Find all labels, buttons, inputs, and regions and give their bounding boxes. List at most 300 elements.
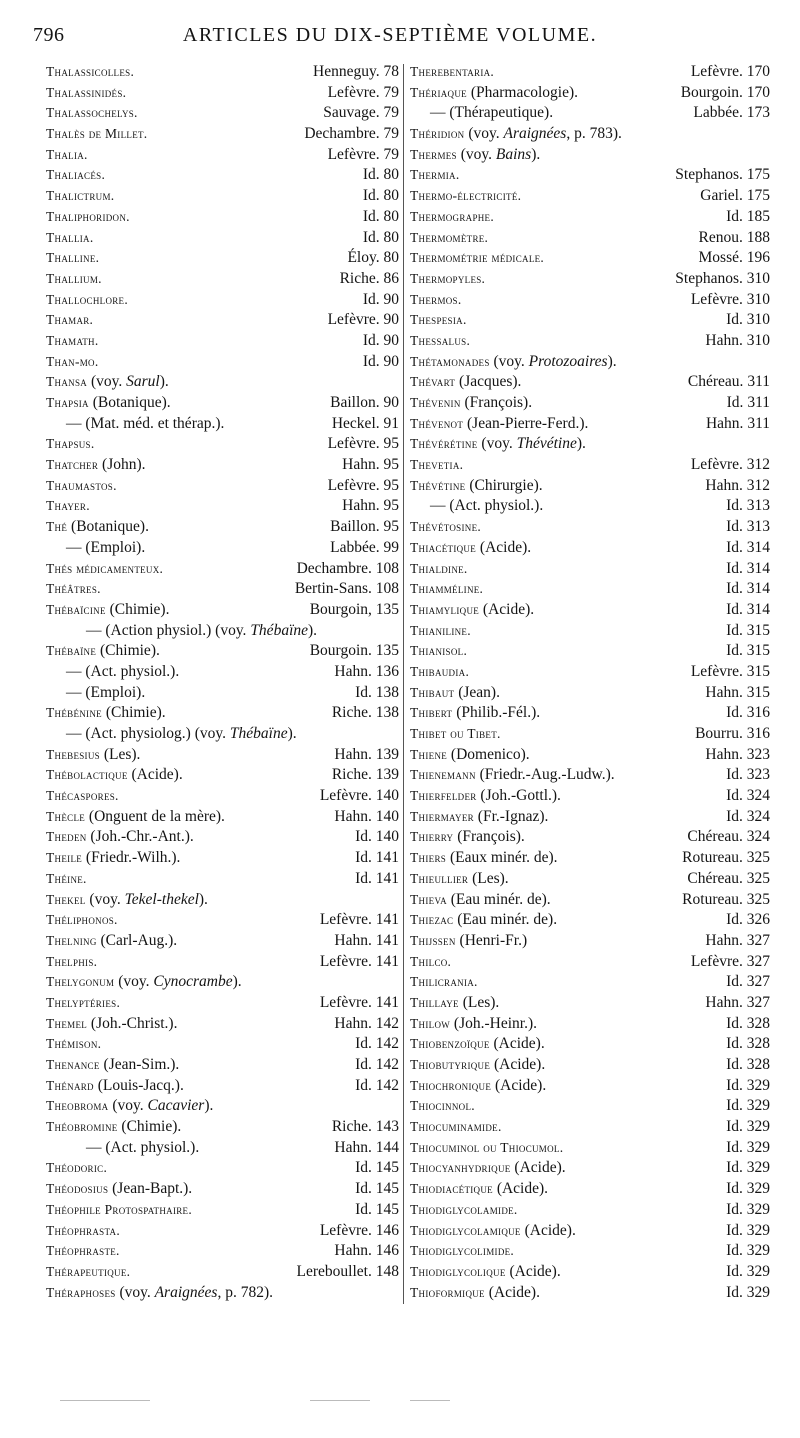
entry-author: Chéreau. <box>687 828 743 846</box>
entry-author: Id. <box>726 1221 743 1239</box>
entry-page: 329 <box>746 1221 770 1239</box>
index-entry <box>46 269 399 290</box>
entry-page: 95 <box>383 476 399 494</box>
index-column-right <box>410 62 770 1303</box>
entry-author-page <box>705 331 770 352</box>
index-entry <box>410 600 770 621</box>
entry-author-page <box>342 455 399 476</box>
index-entry <box>410 641 770 662</box>
entry-headword: Thiermayer <box>410 808 474 824</box>
entry-author-page <box>355 827 399 848</box>
index-entry <box>410 745 770 766</box>
index-entry <box>46 807 399 828</box>
index-entry <box>410 496 770 517</box>
entry-dash: — <box>66 683 82 701</box>
entry-subject: (Acide). <box>491 1076 547 1094</box>
entry-author: Id. <box>726 1076 743 1094</box>
entry-author-page <box>688 372 770 393</box>
entry-subject: (Jacques). <box>455 373 522 391</box>
entry-page: 311 <box>747 373 770 391</box>
entry-author-page <box>726 910 770 931</box>
entry-page: 310 <box>746 269 770 287</box>
entry-author-page <box>726 207 770 228</box>
entry-headword: Thiodiglycolimide. <box>410 1243 515 1259</box>
entry-page: 170 <box>746 63 770 80</box>
entry-page: 138 <box>375 683 399 701</box>
entry-headword: Thermopyles. <box>410 270 486 286</box>
entry-author-page <box>328 145 399 166</box>
index-entry <box>410 83 770 104</box>
entry-page: 146 <box>375 1242 399 1260</box>
entry-ref-tail: ). <box>576 435 586 453</box>
index-entry <box>46 1200 399 1221</box>
index-entry <box>46 869 399 890</box>
entry-author-page <box>330 517 399 538</box>
index-entry <box>46 910 399 931</box>
entry-text <box>46 1262 130 1283</box>
entry-author-page <box>330 393 399 414</box>
entry-text <box>410 248 544 269</box>
entry-author: Id. <box>355 1076 372 1094</box>
index-entry <box>410 124 770 145</box>
entry-page: 140 <box>375 807 399 825</box>
index-entry <box>46 621 399 642</box>
entry-subject: (Friedr.-Aug.-Ludw.). <box>475 766 615 784</box>
entry-page: 138 <box>375 704 399 722</box>
entry-author-page <box>705 476 770 497</box>
footer-rule-marks <box>60 1400 760 1406</box>
entry-headword: Thapsia <box>46 395 89 410</box>
entry-headword: Thalictrum. <box>46 188 115 204</box>
entry-page: 329 <box>746 1200 770 1218</box>
entry-headword: Thénard <box>46 1077 94 1093</box>
entry-text <box>46 414 224 435</box>
entry-author: Id. <box>726 973 743 991</box>
entry-page: 141 <box>375 931 399 949</box>
entry-author-page <box>726 1200 770 1221</box>
entry-author-page <box>726 621 770 642</box>
index-entry <box>410 228 770 249</box>
index-entry <box>46 372 399 393</box>
entry-headword: Thalès de Millet. <box>46 126 148 142</box>
entry-headword: Thévérétine <box>410 436 478 452</box>
entry-author-page <box>726 807 770 828</box>
entry-subject: (Action physiol.) (voy. <box>101 621 251 639</box>
index-entry <box>410 1179 770 1200</box>
entry-text <box>410 83 578 104</box>
index-entry <box>46 455 399 476</box>
index-entry <box>46 434 399 455</box>
entry-page: 314 <box>746 559 770 577</box>
entry-text <box>46 786 119 807</box>
entry-text <box>410 683 500 704</box>
entry-headword: Thieullier <box>410 870 469 886</box>
entry-author: Hahn. <box>705 931 743 949</box>
entry-text <box>410 1096 475 1117</box>
entry-author-page <box>342 496 399 517</box>
entry-author-page <box>313 62 399 83</box>
entry-text <box>46 310 93 331</box>
entry-headword: Théophraste. <box>46 1243 120 1259</box>
entry-page: 310 <box>746 311 770 329</box>
entry-text <box>410 1138 563 1159</box>
index-entry <box>410 310 770 331</box>
entry-headword: Thibert <box>410 705 453 721</box>
entry-page: 327 <box>746 993 770 1011</box>
entry-page: 329 <box>746 1138 770 1156</box>
entry-page: 324 <box>746 787 770 805</box>
entry-text <box>46 1034 101 1055</box>
index-entry <box>46 62 399 83</box>
entry-author-page <box>295 579 399 600</box>
entry-page: 328 <box>746 1056 770 1073</box>
index-entry <box>46 393 399 414</box>
entry-headword: Thermomètre. <box>410 229 489 245</box>
entry-author: Hahn. <box>705 993 743 1011</box>
entry-author: Hahn. <box>334 931 372 949</box>
entry-page: 329 <box>746 1180 770 1198</box>
entry-text <box>410 228 488 249</box>
entry-text <box>46 931 177 952</box>
entry-text <box>46 1179 192 1200</box>
entry-text <box>46 662 179 683</box>
entry-text <box>410 890 551 911</box>
entry-author: Id. <box>726 1242 743 1260</box>
index-entry <box>410 517 770 538</box>
entry-page: 327 <box>746 931 770 949</box>
entry-headword: Thermia. <box>410 167 460 183</box>
entry-page: 139 <box>375 766 399 784</box>
entry-page: 142 <box>375 1076 399 1094</box>
entry-text <box>410 1034 545 1055</box>
entry-text <box>410 496 543 517</box>
entry-author: Lefèvre. <box>690 662 743 680</box>
entry-author: Heckel. <box>331 414 380 432</box>
entry-headword: Thémison. <box>46 1036 102 1052</box>
index-entry <box>410 765 770 786</box>
entry-author: Hahn. <box>334 662 372 680</box>
entry-author: Hahn. <box>334 1014 372 1032</box>
index-entry <box>46 579 399 600</box>
entry-page: 140 <box>375 787 399 805</box>
entry-author-page <box>363 207 399 228</box>
entry-author-page <box>363 331 399 352</box>
entry-headword: Thijssen <box>410 932 456 948</box>
index-entry <box>46 228 399 249</box>
entry-author: Id. <box>726 559 743 577</box>
entry-headword: Théraphoses <box>46 1284 116 1300</box>
entry-crossref: Thévétine <box>516 435 577 453</box>
index-entry <box>410 1055 770 1076</box>
entry-author: Lefèvre. <box>327 435 380 453</box>
entry-author-page <box>320 786 399 807</box>
index-entry <box>410 703 770 724</box>
entry-page: 143 <box>375 1118 399 1136</box>
entry-author: Gariel. <box>700 187 743 205</box>
entry-author: Mossé. <box>698 249 743 267</box>
index-entry <box>46 1241 399 1262</box>
entry-author: Id. <box>355 869 372 887</box>
entry-text <box>46 1096 213 1117</box>
entry-page: 86 <box>383 269 399 287</box>
entry-author-page <box>328 310 399 331</box>
entry-author-page <box>330 538 399 559</box>
entry-headword: Thallium. <box>46 270 102 286</box>
index-entry <box>46 559 399 580</box>
entry-author: Stephanos. <box>675 269 743 287</box>
entry-text <box>46 724 297 745</box>
entry-headword: Thebesius <box>46 746 100 762</box>
index-entry <box>410 621 770 642</box>
entry-page: 79 <box>383 125 399 143</box>
entry-author-page <box>695 724 770 745</box>
entry-headword: Thibet ou Tibet. <box>410 726 501 741</box>
entry-subject: (Joh.-Heinr.). <box>450 1014 537 1032</box>
entry-page: 78 <box>383 63 399 80</box>
entry-text <box>410 62 494 83</box>
entry-subject: (Act. physiol.). <box>101 1138 200 1156</box>
index-entry <box>46 1138 399 1159</box>
entry-author: Rotureau. <box>682 849 743 867</box>
entry-text <box>46 952 97 973</box>
entry-author-page <box>705 683 770 704</box>
entry-text <box>410 434 586 455</box>
entry-headword: Théliphonos. <box>46 912 118 928</box>
entry-author: Lefèvre. <box>319 1221 372 1239</box>
entry-text <box>46 1221 120 1242</box>
entry-page: 91 <box>383 414 399 432</box>
entry-text <box>46 1283 273 1304</box>
entry-page: 315 <box>746 683 770 701</box>
entry-author: Lefèvre. <box>327 145 380 163</box>
entry-author: Labbée. <box>693 104 743 122</box>
entry-text <box>410 476 543 497</box>
entry-headword: Thelygonum <box>46 974 115 990</box>
entry-author-page <box>682 848 770 869</box>
entry-headword: Thelyptéries. <box>46 994 121 1010</box>
entry-author: Dechambre. <box>296 559 372 577</box>
entry-text <box>410 600 534 621</box>
entry-subject: (Pharmacologie). <box>466 83 578 101</box>
entry-text <box>46 393 171 414</box>
entry-author: Lefèvre. <box>690 952 743 970</box>
index-entry <box>410 1138 770 1159</box>
entry-text <box>410 1283 540 1304</box>
entry-headword: Thallia. <box>46 229 94 245</box>
index-entry <box>410 476 770 497</box>
entry-author: Hahn. <box>334 807 372 825</box>
entry-headword: Théophrasta. <box>46 1222 121 1238</box>
entry-author: Id. <box>726 600 743 618</box>
entry-author: Id. <box>726 311 743 329</box>
index-entry <box>410 1200 770 1221</box>
entry-page: 313 <box>746 497 770 515</box>
entry-ref-tail: ). <box>287 725 297 742</box>
index-entry <box>46 1117 399 1138</box>
entry-text <box>46 972 242 993</box>
entry-text <box>410 786 561 807</box>
index-entry <box>410 414 770 435</box>
index-entry <box>46 600 399 621</box>
index-entry <box>410 827 770 848</box>
entry-crossref: Araignées <box>154 1283 218 1301</box>
entry-ref-tail: ). <box>308 621 318 639</box>
entry-author-page <box>297 559 399 580</box>
entry-text <box>410 414 588 435</box>
index-entry <box>46 765 399 786</box>
entry-headword: Thatcher <box>46 457 99 473</box>
entry-text <box>410 1158 566 1179</box>
entry-author-page <box>363 352 399 373</box>
index-entry <box>46 517 399 538</box>
entry-ref-tail: ). <box>607 352 617 370</box>
entry-headword: Théâtres. <box>46 581 101 597</box>
entry-headword: Thériaque <box>410 84 467 100</box>
entry-ref-tail: ). <box>531 145 541 163</box>
index-entry <box>46 993 399 1014</box>
entry-text <box>46 993 120 1014</box>
entry-author-page <box>726 538 770 559</box>
entry-page: 136 <box>375 662 399 680</box>
index-entry <box>410 931 770 952</box>
entry-page: 329 <box>746 1118 770 1136</box>
entry-page: 90 <box>383 394 399 411</box>
entry-author-page <box>691 290 770 311</box>
entry-author-page <box>334 745 399 766</box>
entry-page: 148 <box>375 1262 399 1280</box>
entry-author-page <box>693 103 770 124</box>
entry-author-page <box>334 807 399 828</box>
entry-author-page <box>726 496 770 517</box>
entry-author-page <box>310 641 399 662</box>
entry-crossref: Sarul <box>126 373 160 391</box>
entry-page: 315 <box>746 642 770 660</box>
entry-page: 79 <box>383 145 399 163</box>
entry-subject: (Jean). <box>454 683 500 701</box>
index-entry <box>46 1262 399 1283</box>
entry-headword: Thiobutyrique <box>410 1057 491 1072</box>
entry-text <box>410 393 532 414</box>
entry-headword: Thévenot <box>410 415 464 431</box>
entry-page: 311 <box>747 414 770 432</box>
entry-page: 327 <box>746 973 770 991</box>
entry-author-page <box>726 310 770 331</box>
entry-page: 327 <box>746 952 770 970</box>
entry-headword: Thalassochelys. <box>46 105 138 121</box>
entry-headword: Thébénine <box>46 705 102 721</box>
entry-subject: (voy. <box>456 145 496 163</box>
entry-page: 145 <box>375 1159 399 1177</box>
entry-author: Id. <box>726 807 743 825</box>
entry-dash: — <box>66 662 82 680</box>
index-entry <box>410 662 770 683</box>
entry-headword: Thierfelder <box>410 788 477 804</box>
entry-author-page <box>726 600 770 621</box>
entry-author-page <box>675 269 770 290</box>
entry-author: Stephanos. <box>675 166 743 184</box>
entry-headword: Thioformique <box>410 1284 485 1300</box>
entry-subject: (Henri-Fr.) <box>455 931 528 949</box>
entry-author: Id. <box>726 1159 743 1177</box>
entry-author: Id. <box>355 1200 372 1218</box>
index-entry <box>410 103 770 124</box>
entry-page: 99 <box>383 538 399 556</box>
index-entry <box>46 538 399 559</box>
entry-subject: (voy. <box>489 352 529 370</box>
entry-dash: — <box>430 104 446 122</box>
entry-subject: (Thérapeutique). <box>445 104 554 122</box>
entry-text <box>46 496 90 517</box>
entry-headword: Thévétine <box>410 477 466 493</box>
entry-page: 140 <box>375 828 399 846</box>
entry-page: 80 <box>383 228 399 246</box>
entry-author-page <box>363 228 399 249</box>
entry-page: 188 <box>746 228 770 246</box>
entry-author: Hahn. <box>342 456 380 474</box>
entry-author: Chéreau. <box>687 373 744 391</box>
entry-author-page <box>705 993 770 1014</box>
entry-page: 312 <box>746 476 770 494</box>
entry-author-page <box>334 931 399 952</box>
entry-author-page <box>726 1096 770 1117</box>
entry-crossref: Protozoaires <box>528 352 608 370</box>
entry-text <box>46 455 146 476</box>
index-entry <box>46 496 399 517</box>
entry-headword: Thilow <box>410 1015 451 1031</box>
index-entry <box>46 848 399 869</box>
column-divider <box>403 64 404 1304</box>
entry-author: Id. <box>726 1180 743 1198</box>
index-entry <box>410 559 770 580</box>
entry-text <box>46 765 183 786</box>
entry-text <box>46 207 130 228</box>
entry-author-page <box>355 848 399 869</box>
entry-subject: (Act. physiol.). <box>81 662 180 680</box>
index-entry <box>46 890 399 911</box>
entry-dash: — <box>86 621 102 639</box>
entry-text <box>410 559 468 580</box>
entry-author: Id. <box>726 1262 743 1280</box>
entry-headword: Thévétosine. <box>410 519 482 535</box>
entry-headword: Thermométrie médicale. <box>410 250 545 266</box>
entry-subject: (Acide). <box>489 1035 545 1053</box>
entry-author: Id. <box>726 766 743 784</box>
entry-text <box>410 662 469 683</box>
entry-author: Riche. <box>339 269 380 287</box>
entry-author-page <box>334 1241 399 1262</box>
entry-page: 311 <box>747 394 770 411</box>
entry-author: Id. <box>726 1118 743 1136</box>
entry-subject: (Jean-Sim.). <box>99 1056 180 1073</box>
entry-crossref: Araignées <box>503 125 567 143</box>
entry-author-page <box>691 62 770 83</box>
entry-page: 90 <box>383 331 399 349</box>
index-entry <box>46 662 399 683</box>
entry-headword: Thiocyanhydrique <box>410 1160 511 1176</box>
entry-author: Riche. <box>331 1118 372 1136</box>
entry-subject: (Acide). <box>492 1180 549 1198</box>
entry-text <box>410 972 478 993</box>
entry-author-page <box>310 600 399 621</box>
entry-page: 314 <box>746 600 770 618</box>
entry-author-page <box>363 186 399 207</box>
entry-page: 328 <box>746 1014 770 1032</box>
index-entry <box>410 372 770 393</box>
entry-headword: Thérapeutique. <box>46 1263 131 1279</box>
entry-page: 142 <box>375 1035 399 1053</box>
index-entry <box>46 827 399 848</box>
entry-author-page <box>699 248 770 269</box>
